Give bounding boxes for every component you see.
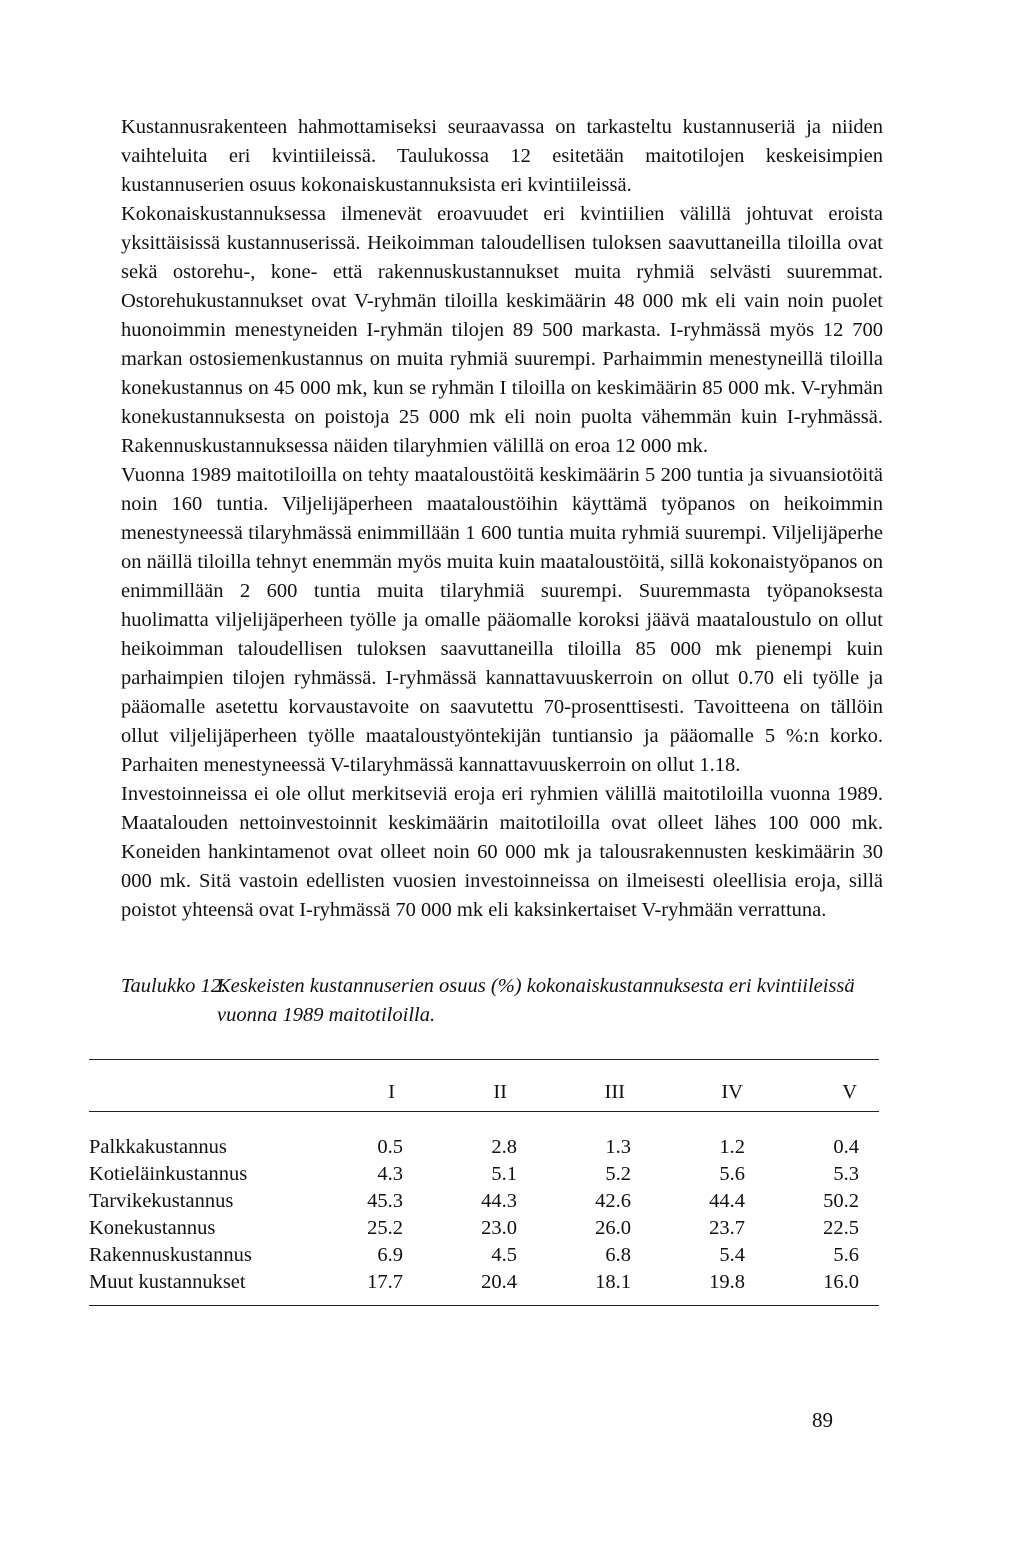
cost-share-table [89, 1073, 879, 1296]
table-cell: 26.0 [595, 1217, 631, 1239]
table-row [89, 1134, 879, 1161]
column-header: II [493, 1080, 507, 1103]
row-label: Kotieläinkustannus [89, 1163, 248, 1185]
table-caption [121, 972, 891, 1030]
table-cell: 25.2 [367, 1217, 403, 1239]
table-row [89, 1269, 879, 1296]
table-cell: 1.3 [605, 1136, 631, 1158]
table-header-label [89, 1073, 309, 1111]
table-row [89, 1161, 879, 1188]
table-cell: 16.0 [823, 1271, 859, 1293]
table-caption-label: Taulukko 12. [121, 975, 227, 997]
table-cell: 18.1 [595, 1271, 631, 1293]
row-label: Rakennuskustannus [89, 1244, 252, 1266]
table-cell: 42.6 [595, 1190, 631, 1212]
table-cell: 20.4 [481, 1271, 517, 1293]
table-cell: 1.2 [719, 1136, 745, 1158]
column-header: III [604, 1080, 625, 1103]
table-cell: 5.4 [719, 1244, 745, 1266]
table-cell: 17.7 [367, 1271, 403, 1293]
table-bottom-rule [89, 1305, 879, 1306]
table-cell: 6.8 [605, 1244, 631, 1266]
table-cell: 44.4 [709, 1190, 745, 1212]
table-cell: 5.1 [491, 1163, 517, 1185]
table-cell: 19.8 [709, 1271, 745, 1293]
table-cell: 5.6 [833, 1244, 859, 1266]
table-cell: 45.3 [367, 1190, 403, 1212]
table-top-rule [89, 1059, 879, 1060]
table-cell: 5.2 [605, 1163, 631, 1185]
table-cell: 5.6 [719, 1163, 745, 1185]
table-spacer-row [89, 1111, 879, 1134]
table-row [89, 1215, 879, 1242]
table-cell: 4.5 [491, 1244, 517, 1266]
table-cell: 23.0 [481, 1217, 517, 1239]
table-caption-text: Keskeisten kustannuserien osuus (%) kokonaiskustannuksesta eri kvintiileissä vuonna 1989 maitotiloilla. [217, 975, 855, 1026]
page-number: 89 [812, 1408, 833, 1432]
paragraph: Investoinneissa ei ole ollut merkitseviä eroja eri ryhmien välillä maitotiloilla vuonna 1989. Maatalouden nettoinvestoinnit keskimäärin maitotiloilla ovat olleet lähes 100 000 mk. Koneiden hankintamenot ovat olleet noin 60 000 mk ja talousrakennusten keskimäärin 30 000 mk. Sitä vastoin edellisten vuosien investoinneissa on ilmeisesti oleellisia eroja, sillä poistot yhteensä ovat I-ryhmässä 70 000 mk eli kaksinkertaiset V-ryhmään verrattuna. [121, 783, 883, 921]
table-cell: 22.5 [823, 1217, 859, 1239]
table-header-row [89, 1073, 879, 1111]
paragraph: Kokonaiskustannuksessa ilmenevät eroavuudet eri kvintiilien välillä johtuvat eroista yksittäisissä kustannuserissä. Heikoimman taloudellisen tuloksen saavuttaneilla tiloilla ovat sekä ostorehu-, kone- että rakennuskustannukset muita ryhmiä selvästi suuremmat. Ostorehukustannukset ovat V-ryhmän tiloilla keskimäärin 48 000 mk eli vain noin puolet huonoimmin menestyneiden I-ryhmän tilojen 89 500 markasta. I-ryhmässä myös 12 700 markan ostosiemenkustannus on muita ryhmiä suurempi. Parhaimmin menestyneillä tiloilla konekustannus on 45 000 mk, kun se ryhmän I tiloilla on keskimäärin 85 000 mk. V-ryhmän konekustannuksesta on poistoja 25 000 mk eli noin puolta vähemmän kuin I-ryhmässä. Rakennuskustannuksessa näiden tilaryhmien välillä on eroa 12 000 mk. [121, 203, 883, 457]
table-cell: 5.3 [833, 1163, 859, 1185]
column-header: IV [721, 1080, 743, 1103]
row-label: Tarvikekustannus [89, 1190, 234, 1212]
table-cell: 50.2 [823, 1190, 859, 1212]
paragraph: Kustannusrakenteen hahmottamiseksi seuraavassa on tarkasteltu kustannuseriä ja niiden vaihteluita eri kvintiileissä. Taulukossa 12 esitetään maitotilojen keskeisimpien kustannuserien osuus kokonaiskustannuksista eri kvintiileissä. [121, 116, 883, 196]
column-header: I [388, 1080, 395, 1103]
table-cell: 0.5 [377, 1136, 403, 1158]
row-label: Konekustannus [89, 1217, 216, 1239]
table-cell: 2.8 [491, 1136, 517, 1158]
table-cell: 4.3 [377, 1163, 403, 1185]
row-label: Muut kustannukset [89, 1271, 246, 1293]
paragraph: Vuonna 1989 maitotiloilla on tehty maataloustöitä keskimäärin 5 200 tuntia ja sivuansiotöitä noin 160 tuntia. Viljelijäperheen maataloustöihin käyttämä työpanos on heikoimmin menestyneessä tilaryhmässä enimmillään 1 600 tuntia muita ryhmiä suurempi. Viljelijäperhe on näillä tiloilla tehnyt enemmän myös muita kuin maataloustöitä, sillä kokonaistyöpanos on enimmillään 2 600 tuntia muita tilaryhmiä suurempi. Suuremmasta työpanoksesta huolimatta viljelijäperheen työlle ja omalle pääomalle koroksi jäävä maataloustulo on ollut heikoimman taloudellisen tuloksen saavuttaneilla tiloilla 85 000 mk pienempi kuin parhaimpien tilojen ryhmässä. I-ryhmässä kannattavuuskerroin on ollut 0.70 eli työlle ja pääomalle asetettu korvaustavoite on saavutettu 70-prosenttisesti. Tavoitteena on tällöin ollut viljelijäperheen työlle maataloustyöntekijän tuntiansio ja pääomalle 5 %:n korko. Parhaiten menestyneessä V-tilaryhmässä kannattavuuskerroin on ollut 1.18. [121, 464, 883, 776]
column-header: V [842, 1080, 857, 1103]
table-cell: 44.3 [481, 1190, 517, 1212]
table-cell: 23.7 [709, 1217, 745, 1239]
table-cell: 0.4 [833, 1136, 859, 1158]
table-row [89, 1188, 879, 1215]
row-label: Palkkakustannus [89, 1136, 227, 1158]
body-text [121, 113, 883, 925]
table-row [89, 1242, 879, 1269]
table-cell: 6.9 [377, 1244, 403, 1266]
